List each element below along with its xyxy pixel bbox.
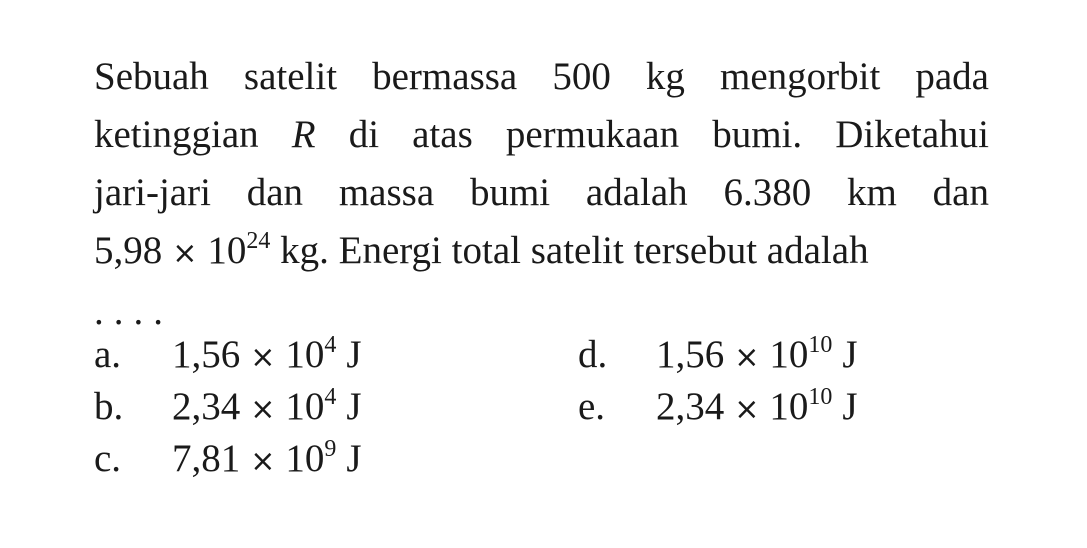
option-mantissa: 1,56 bbox=[172, 333, 241, 376]
question-line-4-rest: kg. Energi total satelit tersebut adalah bbox=[280, 229, 869, 272]
option-letter: c. bbox=[94, 437, 122, 480]
question-line-4 bbox=[94, 222, 989, 283]
option-mantissa: 2,34 bbox=[172, 385, 241, 428]
option-letter: d. bbox=[578, 333, 608, 376]
times-sign: × bbox=[734, 340, 760, 375]
option-e[interactable] bbox=[578, 382, 858, 435]
option-exponent: 4 bbox=[324, 384, 337, 410]
option-unit: J bbox=[842, 385, 858, 428]
option-base: 10 bbox=[769, 385, 809, 428]
times-sign: × bbox=[172, 236, 198, 271]
question-line-2 bbox=[94, 106, 989, 164]
option-d[interactable] bbox=[578, 330, 858, 383]
option-exponent: 10 bbox=[808, 384, 833, 410]
option-base: 10 bbox=[285, 385, 325, 428]
option-mantissa: 2,34 bbox=[656, 385, 725, 428]
option-letter: a. bbox=[94, 333, 122, 376]
times-sign: × bbox=[250, 392, 276, 427]
option-unit: J bbox=[346, 385, 362, 428]
option-base: 10 bbox=[769, 333, 809, 376]
times-sign: × bbox=[250, 340, 276, 375]
question-line-2-start: ketinggian bbox=[94, 113, 259, 156]
option-letter: b. bbox=[94, 385, 124, 428]
option-c[interactable] bbox=[94, 434, 362, 487]
option-unit: J bbox=[842, 333, 858, 376]
option-mantissa: 7,81 bbox=[172, 437, 241, 480]
earth-mass-exponent: 24 bbox=[246, 228, 271, 254]
earth-mass-mantissa: 5,98 bbox=[94, 229, 163, 272]
times-sign: × bbox=[734, 392, 760, 427]
option-exponent: 9 bbox=[324, 436, 337, 462]
option-letter: e. bbox=[578, 385, 606, 428]
question-line-3: jari-jari dan massa bumi adalah 6.380 km dan bbox=[94, 171, 989, 214]
option-mantissa: 1,56 bbox=[656, 333, 725, 376]
option-unit: J bbox=[346, 333, 362, 376]
earth-mass-base: 10 bbox=[207, 229, 247, 272]
option-unit: J bbox=[346, 437, 362, 480]
option-exponent: 4 bbox=[324, 332, 337, 358]
question-line-1: Sebuah satelit bermassa 500 kg mengorbit pada bbox=[94, 55, 989, 98]
option-exponent: 10 bbox=[808, 332, 833, 358]
question-text bbox=[94, 48, 989, 341]
option-b[interactable] bbox=[94, 382, 362, 435]
question-line-2-end: di atas permukaan bumi. Diketahui bbox=[348, 113, 990, 156]
times-sign: × bbox=[250, 444, 276, 479]
question-ellipsis: .... bbox=[94, 290, 173, 333]
option-a[interactable] bbox=[94, 330, 362, 383]
variable-r: R bbox=[291, 113, 316, 156]
option-base: 10 bbox=[285, 437, 325, 480]
option-base: 10 bbox=[285, 333, 325, 376]
